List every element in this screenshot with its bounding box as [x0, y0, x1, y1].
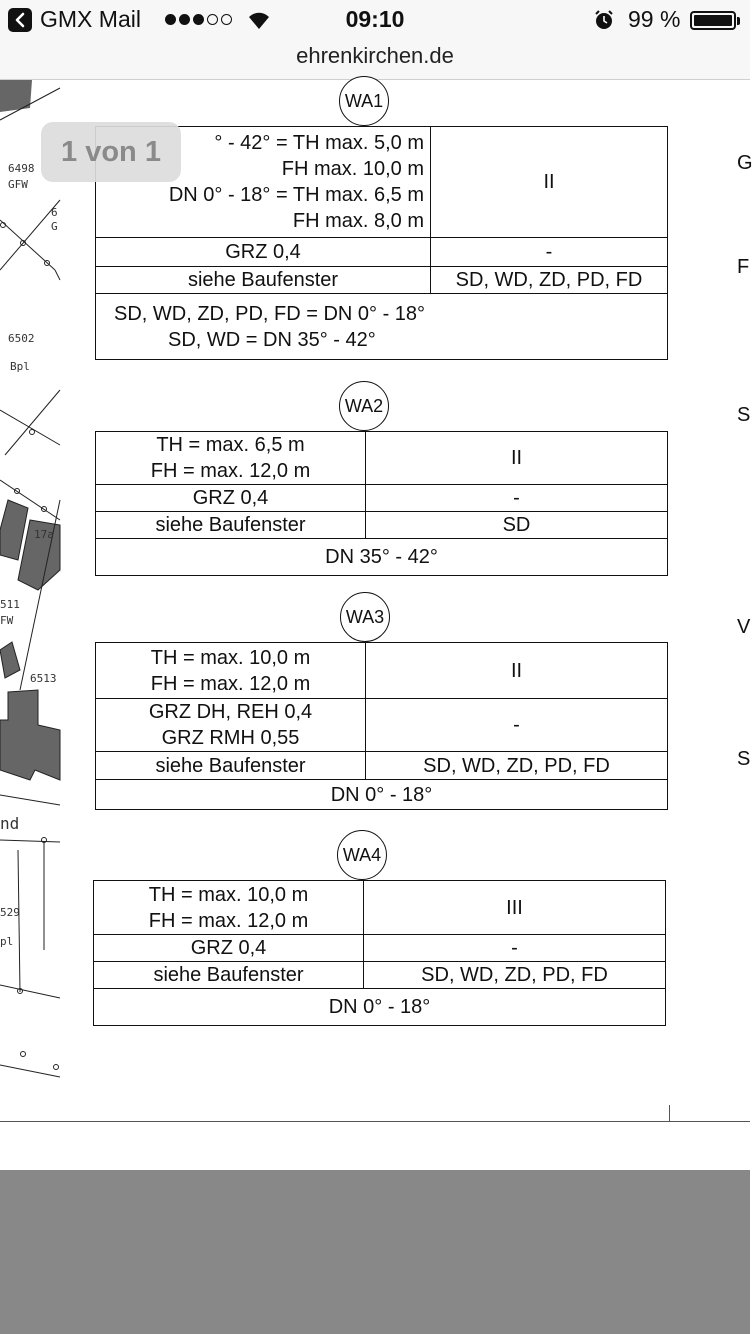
roof-pitch-cell: DN 35° - 42° — [96, 539, 668, 576]
map-label: 529 — [0, 906, 20, 919]
page-bottom-edge — [0, 1121, 750, 1122]
map-label: 6513 — [30, 672, 57, 685]
height-limits-cell: TH = max. 10,0 m FH = max. 12,0 m — [96, 643, 366, 699]
height-limits-cell: ° - 42° = TH max. 5,0 m FH max. 10,0 m DN 0° - 18° = TH max. 6,5 m FH max. 8,0 m — [96, 127, 431, 238]
roof-types-cell: SD — [366, 512, 668, 539]
map-label: 6502 — [8, 332, 35, 345]
zone-label-wa2: WA2 — [339, 381, 389, 431]
viewer-background — [0, 1170, 750, 1334]
gfz-cell: - — [431, 238, 668, 267]
building-window-cell: siehe Baufenster — [96, 267, 431, 294]
side-letter: S — [737, 404, 751, 426]
clock: 09:10 — [345, 6, 405, 32]
building-window-cell: siehe Baufenster — [96, 512, 366, 539]
zone-table-wa2 — [95, 431, 668, 576]
map-label: 6498 — [8, 162, 35, 175]
alarm-icon — [593, 9, 615, 31]
map-label: G — [51, 220, 58, 233]
gfz-cell: - — [366, 699, 668, 752]
map-label: GFW — [8, 178, 28, 191]
zone-label-wa4: WA4 — [337, 830, 387, 880]
side-letter: F — [737, 256, 750, 278]
storeys-cell: II — [366, 643, 668, 699]
grz-cell: GRZ DH, REH 0,4 GRZ RMH 0,55 — [96, 699, 366, 752]
building-window-cell: siehe Baufenster — [94, 962, 364, 989]
storeys-cell: II — [366, 432, 668, 485]
page-indicator: 1 von 1 — [41, 122, 181, 182]
height-limits-cell: TH = max. 6,5 m FH = max. 12,0 m — [96, 432, 366, 485]
map-label: 511 — [0, 598, 20, 611]
side-letter: S — [737, 748, 751, 770]
gfz-cell: - — [364, 935, 666, 962]
building-window-cell: siehe Baufenster — [96, 752, 366, 780]
storeys-cell: III — [364, 881, 666, 935]
url-domain[interactable]: ehrenkirchen.de — [296, 43, 454, 68]
url-bar[interactable] — [0, 40, 750, 80]
zone-table-wa3 — [95, 642, 668, 810]
gfz-cell: - — [366, 485, 668, 512]
roof-pitch-cell: DN 0° - 18° — [96, 780, 668, 810]
map-label: 6 — [51, 206, 58, 219]
map-label: Bpl — [10, 360, 30, 373]
map-label: nd — [0, 814, 20, 833]
zone-label-wa3: WA3 — [340, 592, 390, 642]
roof-types-cell: SD, WD, ZD, PD, FD — [431, 267, 668, 294]
map-label: FW — [0, 614, 14, 627]
side-letter: V — [737, 616, 751, 638]
status-bar — [0, 0, 750, 40]
roof-pitch-cell: SD, WD, ZD, PD, FD = DN 0° - 18° SD, WD = DN 35° - 42° — [96, 294, 668, 360]
battery-icon — [690, 11, 736, 30]
grz-cell: GRZ 0,4 — [96, 485, 366, 512]
roof-types-cell: SD, WD, ZD, PD, FD — [366, 752, 668, 780]
back-app-label[interactable]: GMX Mail — [40, 6, 141, 32]
roof-pitch-cell: DN 0° - 18° — [94, 989, 666, 1026]
zone-label-wa1: WA1 — [339, 76, 389, 126]
side-letter: G — [737, 152, 753, 174]
map-label: 17a — [34, 528, 54, 541]
roof-types-cell: SD, WD, ZD, PD, FD — [364, 962, 666, 989]
grz-cell: GRZ 0,4 — [94, 935, 364, 962]
height-limits-cell: TH = max. 10,0 m FH = max. 12,0 m — [94, 881, 364, 935]
battery-percent: 99 % — [628, 6, 681, 32]
page-tick-mark — [669, 1105, 670, 1121]
pdf-document[interactable] — [0, 80, 753, 1170]
map-label: pl — [0, 935, 14, 948]
zone-table-wa4 — [93, 880, 666, 1026]
grz-cell: GRZ 0,4 — [96, 238, 431, 267]
storeys-cell: II — [431, 127, 668, 238]
